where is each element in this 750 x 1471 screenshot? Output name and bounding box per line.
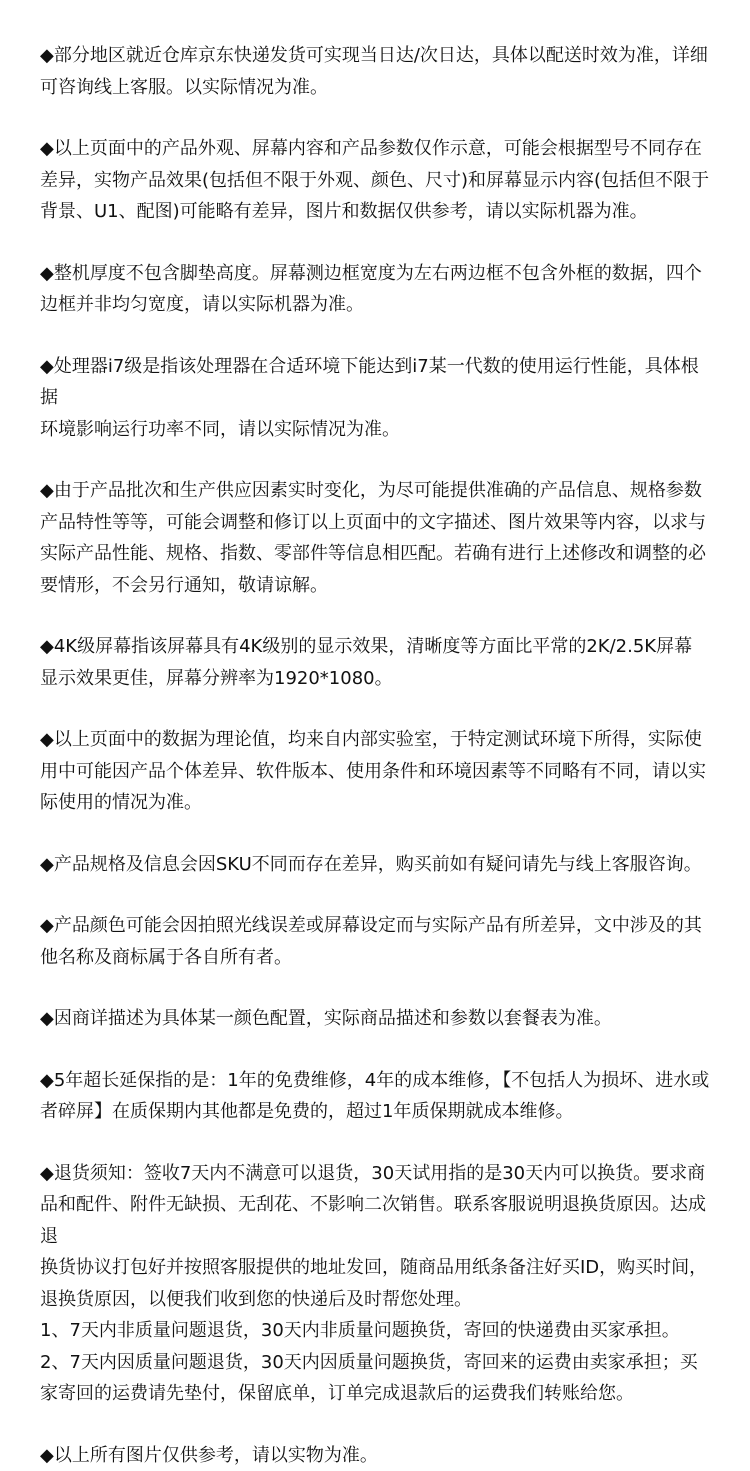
notice-line: ◆产品规格及信息会因SKU不同而存在差异，购买前如有疑问请先与线上客服咨询。 (40, 849, 716, 881)
notice-line: ◆以上页面中的产品外观、屏幕内容和产品参数仅作示意，可能会根据型号不同存在 (40, 133, 716, 165)
notice-paragraph (40, 475, 716, 601)
notice-paragraph (40, 1158, 716, 1410)
notice-line: 者碎屏】在质保期内其他都是免费的，超过1年质保期就成本维修。 (40, 1096, 716, 1128)
notice-line: 背景、U1、配图)可能略有差异，图片和数据仅供参考，请以实际机器为准。 (40, 196, 716, 228)
notice-paragraph (40, 724, 716, 819)
notice-line: 可咨询线上客服。以实际情况为准。 (40, 72, 716, 104)
notice-line: ◆因商详描述为具体某一颜色配置，实际商品描述和参数以套餐表为准。 (40, 1003, 716, 1035)
notice-line: ◆处理器i7级是指该处理器在合适环境下能达到i7某一代数的使用运行性能，具体根据 (40, 351, 716, 414)
notice-line: 1、7天内非质量问题退货，30天内非质量问题换货，寄回的快递费由买家承担。 (40, 1315, 716, 1347)
notice-line: 要情形，不会另行通知，敬请谅解。 (40, 570, 716, 602)
notice-line: 产品特性等等，可能会调整和修订以上页面中的文字描述、图片效果等内容，以求与 (40, 507, 716, 539)
notice-paragraph (40, 1440, 716, 1471)
notice-paragraph (40, 1003, 716, 1035)
notice-line: 他名称及商标属于各自所有者。 (40, 942, 716, 974)
notice-line: ◆4K级屏幕指该屏幕具有4K级别的显示效果，清晰度等方面比平常的2K/2.5K屏幕 (40, 631, 716, 663)
notice-line: 显示效果更佳，屏幕分辨率为1920*1080。 (40, 663, 716, 695)
notice-line: ◆部分地区就近仓库京东快递发货可实现当日达/次日达，具体以配送时效为准，详细 (40, 40, 716, 72)
notice-line: ◆退货须知：签收7天内不满意可以退货，30天试用指的是30天内可以换货。要求商 (40, 1158, 716, 1190)
notice-paragraph (40, 631, 716, 694)
notice-line: 退换货原因，以便我们收到您的快递后及时帮您处理。 (40, 1284, 716, 1316)
notice-line: ◆由于产品批次和生产供应因素实时变化，为尽可能提供准确的产品信息、规格参数 (40, 475, 716, 507)
notice-line: 边框并非均匀宽度，请以实际机器为准。 (40, 289, 716, 321)
notice-paragraph (40, 351, 716, 446)
notice-line: 2、7天内因质量问题退货，30天内因质量问题换货，寄回来的运费由卖家承担；买 (40, 1347, 716, 1379)
notice-line: 用中可能因产品个体差异、软件版本、使用条件和环境因素等不同略有不同，请以实 (40, 756, 716, 788)
notice-paragraph (40, 133, 716, 228)
notice-line: 换货协议打包好并按照客服提供的地址发回，随商品用纸条备注好买ID，购买时间， (40, 1252, 716, 1284)
notice-paragraph (40, 40, 716, 103)
notice-paragraph (40, 1065, 716, 1128)
notice-line: ◆整机厚度不包含脚垫高度。屏幕测边框宽度为左右两边框不包含外框的数据，四个 (40, 258, 716, 290)
notice-line: 品和配件、附件无缺损、无刮花、不影响二次销售。联系客服说明退换货原因。达成退 (40, 1189, 716, 1252)
notice-paragraph (40, 258, 716, 321)
notice-line: 际使用的情况为准。 (40, 787, 716, 819)
notice-line: ◆5年超长延保指的是：1年的免费维修，4年的成本维修，【不包括人为损坏、进水或 (40, 1065, 716, 1097)
notice-line: 家寄回的运费请先垫付，保留底单，订单完成退款后的运费我们转账给您。 (40, 1378, 716, 1410)
notice-line: 环境影响运行功率不同，请以实际情况为准。 (40, 414, 716, 446)
notice-line: 实际产品性能、规格、指数、零部件等信息相匹配。若确有进行上述修改和调整的必 (40, 538, 716, 570)
notice-line: ◆产品颜色可能会因拍照光线误差或屏幕设定而与实际产品有所差异，文中涉及的其 (40, 910, 716, 942)
notice-line: ◆以上所有图片仅供参考，请以实物为准。 (40, 1440, 716, 1471)
notice-paragraph (40, 910, 716, 973)
notice-line: 差异，实物产品效果(包括但不限于外观、颜色、尺寸)和屏幕显示内容(包括但不限于 (40, 165, 716, 197)
notice-line: ◆以上页面中的数据为理论值，均来自内部实验室，于特定测试环境下所得，实际使 (40, 724, 716, 756)
notice-paragraph (40, 849, 716, 881)
